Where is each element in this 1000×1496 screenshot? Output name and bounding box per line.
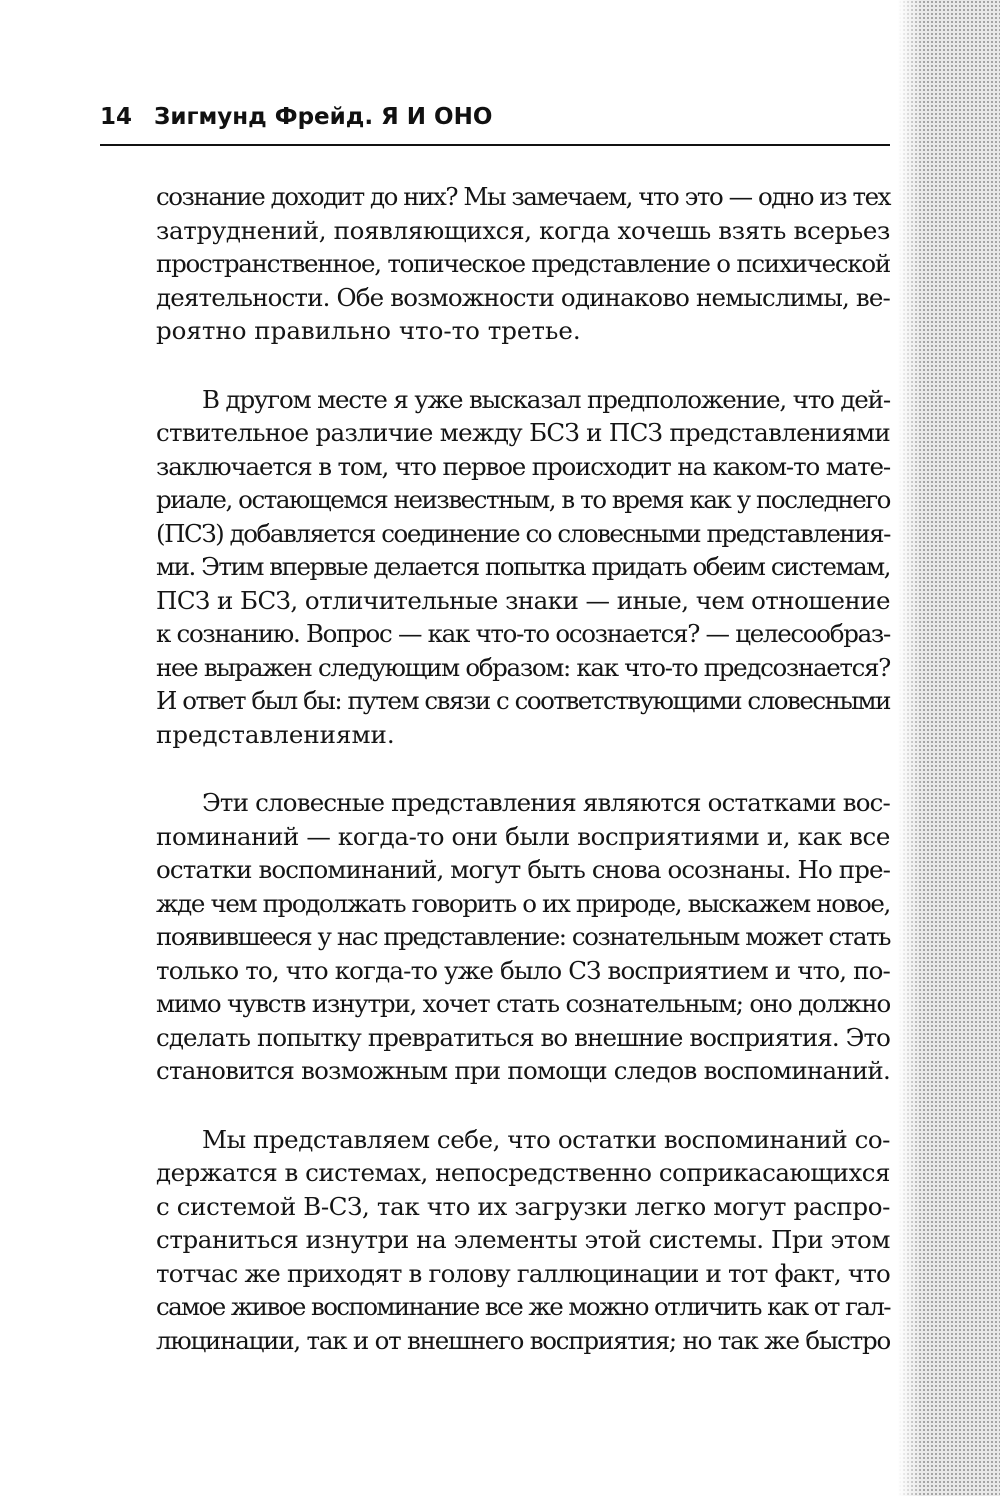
text-line: деятельности. Обе возможности одинаково немыслимы, ве- bbox=[156, 282, 890, 312]
text-line: ПСЗ и БСЗ, отличительные знаки — иные, чем отношение bbox=[156, 585, 890, 615]
body-text bbox=[156, 180, 890, 1392]
text-line: И ответ был бы: путем связи с соответствующими словесными bbox=[156, 686, 890, 715]
page-edge-halftone bbox=[898, 0, 1000, 1496]
text-line: становится возможным при помощи следов воспоминаний. bbox=[156, 1056, 890, 1085]
text-line: сознание доходит до них? Мы замечаем, что это — одно из тех bbox=[156, 182, 890, 211]
text-line: тотчас же приходят в голову галлюцинации и тот факт, что bbox=[156, 1258, 890, 1288]
text-line: роятно правильно что-то третье. bbox=[156, 316, 581, 345]
text-line: люцинации, так и от внешнего восприятия; но так же быстро bbox=[156, 1325, 890, 1355]
text-line: с системой В-СЗ, так что их загрузки легко могут распро- bbox=[156, 1191, 890, 1221]
paragraph bbox=[156, 180, 890, 348]
text-line: только то, что когда-то уже было СЗ восприятием и что, по- bbox=[156, 955, 890, 985]
text-line: самое живое воспоминание все же можно отличить как от гал- bbox=[156, 1292, 890, 1321]
text-line: нее выражен следующим образом: как что-то предсознается? bbox=[156, 652, 890, 682]
text-line: жде чем продолжать говорить о их природе, выскажем новое, bbox=[156, 888, 890, 918]
text-line: остатки воспоминаний, могут быть снова осознаны. Но пре- bbox=[156, 855, 890, 884]
running-title: Зигмунд Фрейд. Я И ОНО bbox=[154, 104, 493, 130]
text-line: держатся в системах, непосредственно соприкасающихся bbox=[156, 1158, 890, 1187]
paragraph bbox=[156, 1123, 890, 1358]
text-line: мимо чувств изнутри, хочет стать сознательным; оно должно bbox=[156, 989, 890, 1018]
text-line: сделать попытку превратиться во внешние восприятия. Это bbox=[156, 1022, 890, 1052]
page-number: 14 bbox=[100, 104, 133, 130]
text-line: ми. Этим впервые делается попытка придать обеим системам, bbox=[156, 552, 891, 581]
paragraph bbox=[156, 786, 890, 1088]
paragraph bbox=[156, 383, 890, 752]
text-line: (ПСЗ) добавляется соединение со словесными представления- bbox=[156, 518, 890, 548]
text-line: Мы представляем себе, что остатки воспоминаний со- bbox=[202, 1124, 890, 1154]
text-line: поминаний — когда-то они были восприятиями и, как все bbox=[156, 821, 890, 851]
text-line: Эти словесные представления являются остатками вос- bbox=[202, 788, 890, 817]
text-line: ствительное различие между БСЗ и ПСЗ представлениями bbox=[156, 418, 890, 447]
text-line: заключается в том, что первое происходит на каком-то мате- bbox=[156, 451, 890, 481]
text-line: затруднений, появляющихся, когда хочешь взять всерьез bbox=[156, 215, 890, 245]
text-line: появившееся у нас представление: сознательным может стать bbox=[156, 922, 890, 951]
text-line: риале, остающемся неизвестным, в то время как у последнего bbox=[156, 485, 890, 514]
text-line: пространственное, топическое представление о психической bbox=[156, 249, 890, 278]
text-line: представлениями. bbox=[156, 719, 395, 749]
text-line: страниться изнутри на элементы этой системы. При этом bbox=[156, 1225, 890, 1254]
text-line: к сознанию. Вопрос — как что-то осознается? — целесообраз- bbox=[156, 619, 890, 648]
text-line: В другом месте я уже высказал предположение, что дей- bbox=[202, 384, 890, 414]
running-header bbox=[100, 104, 890, 146]
